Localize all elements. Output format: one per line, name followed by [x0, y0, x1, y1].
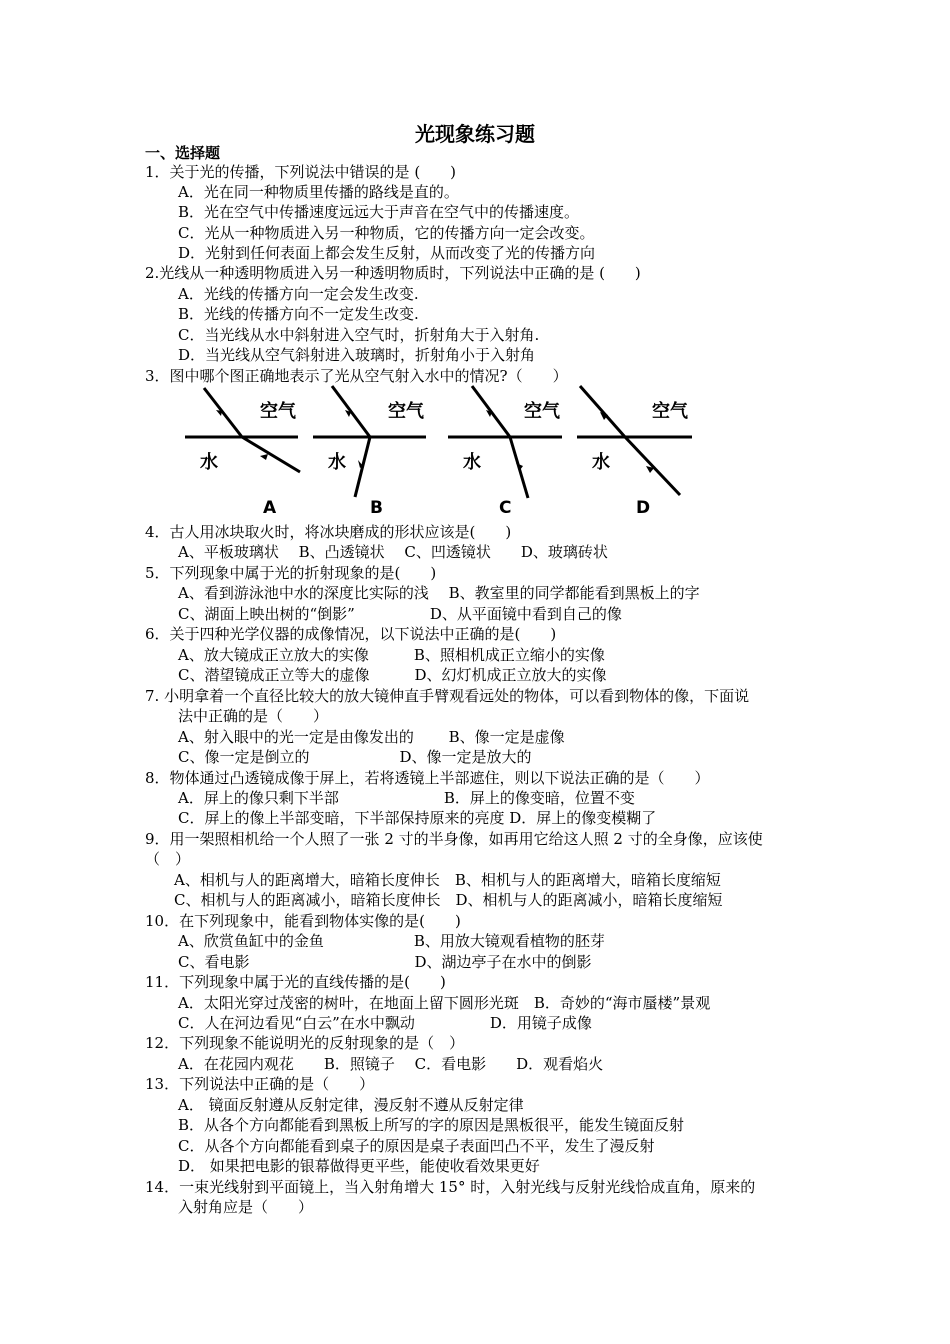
question-1: 1．关于光的传播，下列说法中错误的是 ( ) — [145, 163, 457, 181]
question-12: 12．下列现象不能说明光的反射现象的是（ ） — [145, 1034, 465, 1052]
page-title: 光现象练习题 — [415, 122, 535, 146]
option-2a: A．光线的传播方向一定会发生改变. — [178, 285, 419, 303]
air-label-d: 空气 — [652, 401, 688, 422]
question-9: 9．用一架照相机给一个人照了一张 2 寸的半身像，如再用它给这人照 2 寸的全身像，应该使 — [145, 830, 763, 848]
air-label-c: 空气 — [524, 401, 560, 422]
water-label-d: 水 — [592, 452, 610, 473]
label-d: D — [636, 498, 651, 518]
diagram-c — [448, 386, 562, 518]
question-2: 2.光线从一种透明物质进入另一种透明物质时，下列说法中正确的是 ( ) — [145, 264, 641, 282]
water-label-c: 水 — [463, 452, 481, 473]
label-a: A — [263, 498, 277, 518]
option-1d: D．光射到任何表面上都会发生反射，从而改变了光的传播方向 — [178, 244, 596, 262]
air-label-b: 空气 — [388, 401, 424, 422]
water-label-a: 水 — [200, 452, 218, 473]
question-4: 4．古人用冰块取火时，将冰块磨成的形状应该是( ) — [145, 523, 512, 541]
question-7: 7. 小明拿着一个直径比较大的放大镜伸直手臂观看远处的物体，可以看到物体的像，下面说 — [145, 687, 750, 705]
section-heading: 一、选择题 — [145, 144, 221, 162]
options-6ab: A、放大镜成正立放大的实像 B、照相机成正立缩小的实像 — [178, 646, 605, 664]
options-8cd: C．屏上的像上半部变暗，下半部保持原来的亮度 D．屏上的像变模糊了 — [178, 809, 657, 827]
option-2d: D．当光线从空气斜射进入玻璃时，折射角小于入射角 — [178, 346, 536, 364]
question-5: 5．下列现象中属于光的折射现象的是( ) — [145, 564, 437, 582]
options-5cd: C、湖面上映出树的“倒影” D、从平面镜中看到自己的像 — [178, 605, 622, 623]
question-14: 14．一束光线射到平面镜上，当入射角增大 15° 时，入射光线与反射光线恰成直角，原来的 — [145, 1178, 756, 1196]
label-c: C — [499, 498, 512, 518]
option-1b: B．光在空气中传播速度远远大于声音在空气中的传播速度。 — [178, 203, 580, 221]
options-4: A、平板玻璃状 B、凸透镜状 C、凹透镜状 D、玻璃砖状 — [178, 543, 608, 561]
air-label-a: 空气 — [260, 401, 296, 422]
options-7ab: A、射入眼中的光一定是由像发出的 B、像一定是虚像 — [178, 728, 565, 746]
option-1c: C．光从一种物质进入另一种物质，它的传播方向一定会改变。 — [178, 224, 595, 242]
question-10: 10．在下列现象中，能看到物体实像的是( ) — [145, 912, 461, 930]
options-9cd: C、相机与人的距离减小，暗箱长度伸长 D、相机与人的距离减小，暗箱长度缩短 — [174, 891, 723, 909]
question-8: 8．物体通过凸透镜成像于屏上，若将透镜上半部遮住，则以下说法正确的是（ ） — [145, 769, 710, 787]
options-10ab: A、欣赏鱼缸中的金鱼 B、用放大镜观看植物的胚芽 — [178, 932, 605, 950]
option-13b: B．从各个方向都能看到黑板上所写的字的原因是黑板很平，能发生镜面反射 — [178, 1116, 685, 1134]
option-1a: A．光在同一种物质里传播的路线是直的。 — [178, 183, 459, 201]
question-13: 13．下列说法中正确的是（ ） — [145, 1075, 375, 1093]
question-6: 6．关于四种光学仪器的成像情况，以下说法中正确的是( ) — [145, 625, 557, 643]
options-7cd: C、像一定是倒立的 D、像一定是放大的 — [178, 748, 532, 766]
question-11: 11．下列现象中属于光的直线传播的是( ) — [145, 973, 446, 991]
question-9-cont: （ ） — [145, 850, 191, 868]
question-3: 3．图中哪个图正确地表示了光从空气射入水中的情况?（ ） — [145, 367, 568, 385]
options-6cd: C、潜望镜成正立等大的虚像 D、幻灯机成正立放大的实像 — [178, 666, 607, 684]
label-b: B — [370, 498, 383, 518]
option-13c: C．从各个方向都能看到桌子的原因是桌子表面凹凸不平，发生了漫反射 — [178, 1137, 655, 1155]
diagram-a — [185, 388, 300, 518]
options-8ab: A．屏上的像只剩下半部 B．屏上的像变暗，位置不变 — [178, 789, 635, 807]
refraction-figure — [180, 380, 700, 520]
options-10cd: C、看电影 D、湖边亭子在水中的倒影 — [178, 953, 592, 971]
options-12: A．在花园内观花 B．照镜子 C．看电影 D．观看焰火 — [178, 1055, 604, 1073]
option-2b: B．光线的传播方向不一定发生改变. — [178, 305, 419, 323]
options-5ab: A、看到游泳池中水的深度比实际的浅 B、教室里的同学都能看到黑板上的字 — [178, 584, 700, 602]
option-13a: A． 镜面反射遵从反射定律，漫反射不遵从反射定律 — [178, 1096, 524, 1114]
question-14-cont: 入射角应是（ ） — [178, 1198, 314, 1216]
water-label-b: 水 — [328, 452, 346, 473]
options-11ab: A．太阳光穿过茂密的树叶，在地面上留下圆形光斑 B．奇妙的“海市蜃楼”景观 — [178, 994, 711, 1012]
options-9ab: A、相机与人的距离增大，暗箱长度伸长 B、相机与人的距离增大，暗箱长度缩短 — [174, 871, 721, 889]
option-13d: D． 如果把电影的银幕做得更平些，能使收看效果更好 — [178, 1157, 540, 1175]
options-11cd: C．人在河边看见“白云”在水中飘动 D．用镜子成像 — [178, 1014, 592, 1032]
diagram-b — [313, 386, 426, 518]
question-7-cont: 法中正确的是（ ） — [178, 707, 329, 725]
diagram-d — [577, 386, 692, 518]
option-2c: C．当光线从水中斜射进入空气时，折射角大于入射角. — [178, 326, 540, 344]
